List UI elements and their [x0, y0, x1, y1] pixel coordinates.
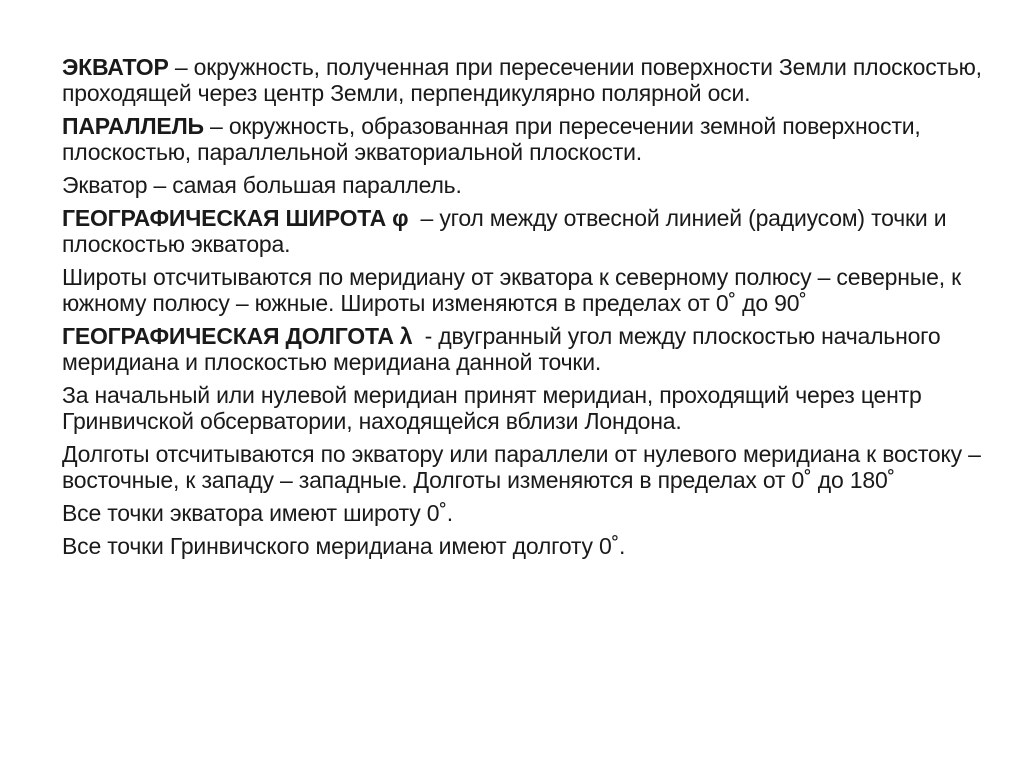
- statement-text: Все точки Гринвичского меридиана имеют долготу 0˚.: [62, 533, 626, 559]
- definition-text: – окружность, полученная при пересечении поверхности Земли плоскостью, проходящей через центр Земли, перпендикулярно полярной оси.: [62, 54, 982, 106]
- paragraph-equator-latitude: [62, 500, 982, 526]
- paragraph-parallel: [62, 113, 982, 165]
- definition-text: – окружность, образованная при пересечении земной поверхности, плоскостью, параллельной экваториальной плоскости.: [62, 113, 921, 165]
- term-latitude: ГЕОГРАФИЧЕСКАЯ ШИРОТА: [62, 205, 387, 231]
- statement-text: Широты отсчитываются по меридиану от экватора к северному полюсу – северные, к южному полюсу – южные. Широты изменяются в пределах от 0˚ до 90˚: [62, 264, 961, 316]
- definition-text: - двугранный угол между плоскостью начального меридиана и плоскостью меридиана данной точки.: [62, 323, 941, 375]
- latitude-symbol: φ: [392, 205, 409, 231]
- paragraph-latitude-range: [62, 264, 982, 316]
- paragraph-longitude-range: [62, 441, 982, 493]
- longitude-symbol: λ: [399, 323, 413, 349]
- statement-text: За начальный или нулевой меридиан принят меридиан, проходящий через центр Гринвичской обсерватории, находящейся вблизи Лондона.: [62, 382, 922, 434]
- term-equator: ЭКВАТОР: [62, 54, 169, 80]
- term-longitude: ГЕОГРАФИЧЕСКАЯ ДОЛГОТА: [62, 323, 394, 349]
- paragraph-equator-largest: [62, 172, 982, 198]
- definition-text: – угол между отвесной линией (радиусом) точки и плоскостью экватора.: [62, 205, 947, 257]
- paragraph-greenwich-longitude: [62, 533, 982, 559]
- paragraph-equator: [62, 54, 982, 106]
- paragraph-prime-meridian: [62, 382, 982, 434]
- statement-text: Экватор – самая большая параллель.: [62, 172, 462, 198]
- slide-body: [62, 54, 982, 566]
- statement-text: Все точки экватора имеют широту 0˚.: [62, 500, 453, 526]
- term-parallel: ПАРАЛЛЕЛЬ: [62, 113, 204, 139]
- paragraph-longitude: [62, 323, 982, 375]
- statement-text: Долготы отсчитываются по экватору или параллели от нулевого меридиана к востоку – восточные, к западу – западные. Долготы изменяются в пределах от 0˚ до 180˚: [62, 441, 981, 493]
- paragraph-latitude: [62, 205, 982, 257]
